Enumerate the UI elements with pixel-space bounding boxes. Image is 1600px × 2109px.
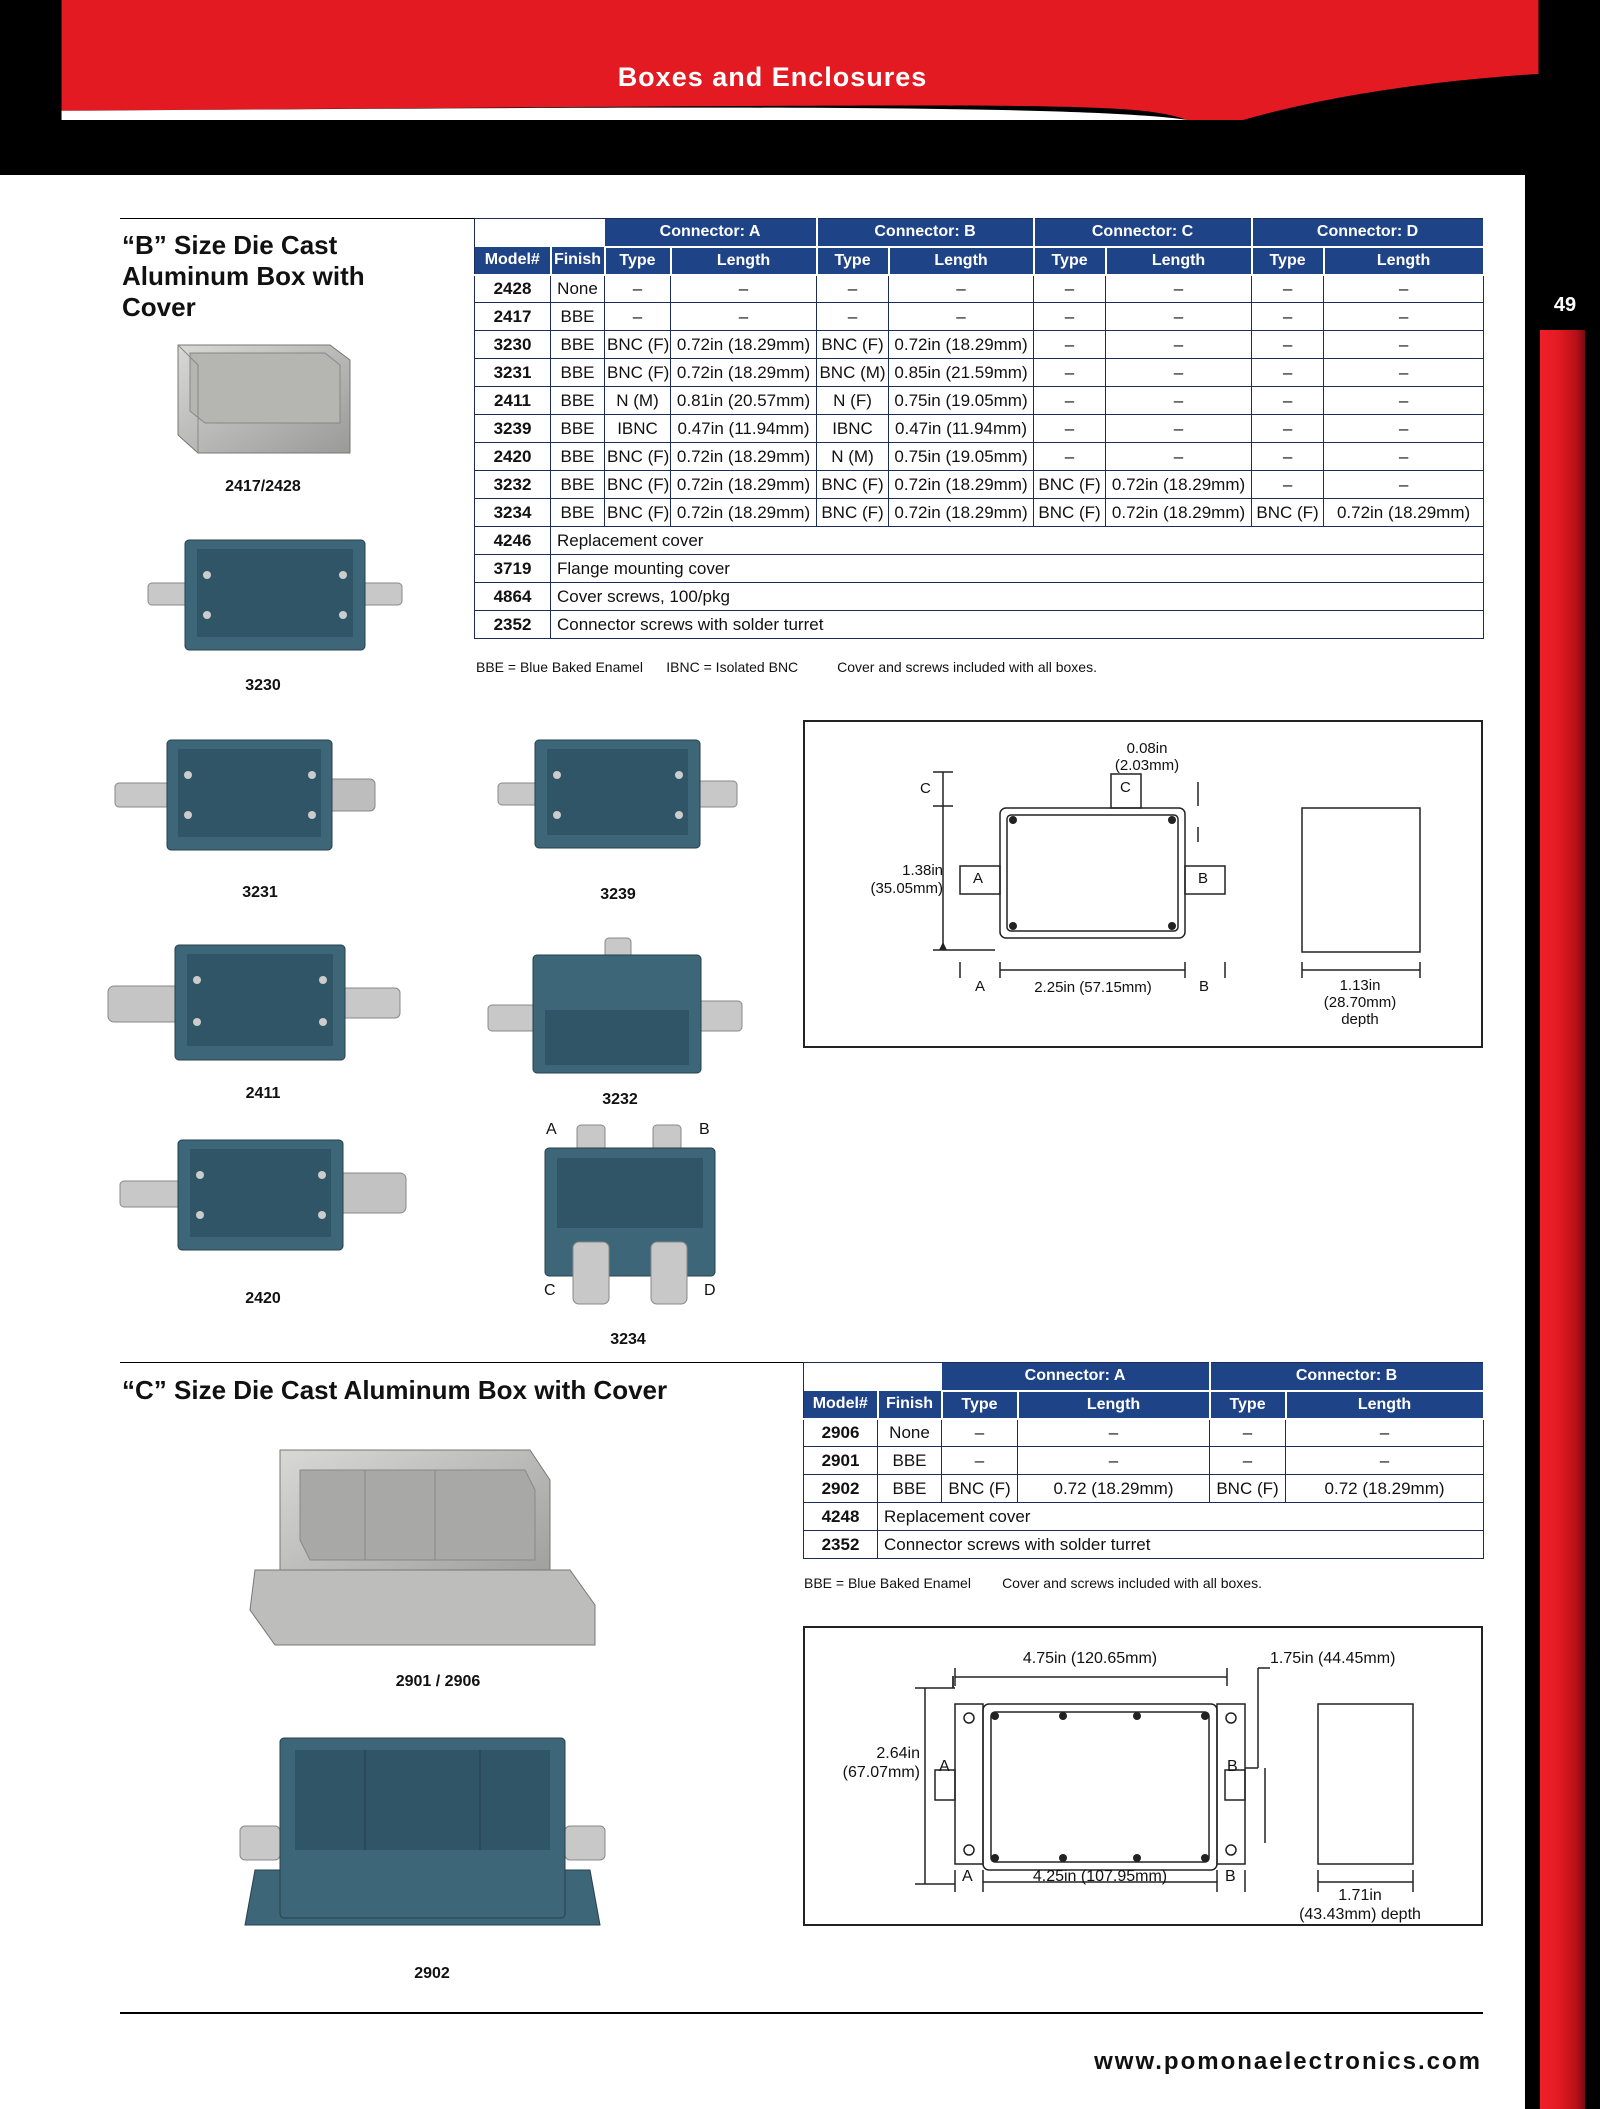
table-cell: 0.72in (18.29mm) [889,471,1034,499]
table-cell: – [1106,443,1252,471]
table-cell: – [1252,275,1324,303]
table-cell: – [1106,303,1252,331]
table-cell: – [671,303,817,331]
diagram-c-height: 2.64in (67.07mm) [842,1745,920,1781]
photo-3232 [485,935,745,1080]
caption-2901-2906: 2901 / 2906 [395,1673,481,1690]
col-header: Type [1210,1391,1286,1419]
table-b-group-d: Connector: D [1252,219,1484,247]
table-b-corner [475,219,605,247]
col-header: Length [1018,1391,1210,1419]
table-cell: – [889,303,1034,331]
table-cell: BNC (F) [1252,499,1324,527]
col-header: Type [605,247,671,275]
table-c-group-a: Connector: A [942,1363,1210,1391]
table-cell: – [1034,415,1106,443]
table-c-accessories [804,1503,1484,1559]
table-cell: 0.85in (21.59mm) [889,359,1034,387]
table-row [475,499,1484,527]
description-cell: Cover screws, 100/pkg [551,583,1484,611]
table-cell: 0.75in (19.05mm) [889,443,1034,471]
table-cell: – [1210,1419,1286,1447]
table-row [475,415,1484,443]
section-b-title-line-1: “B” Size Die Cast [122,230,338,260]
table-cell: – [1324,275,1484,303]
diagram-b-conn-a: A [973,870,984,887]
table-cell: – [942,1419,1018,1447]
table-cell: BBE [551,499,605,527]
model-cell: 2902 [804,1475,878,1503]
photo-3239 [495,735,740,855]
col-header: Model# [804,1391,878,1419]
table-cell: – [1034,331,1106,359]
caption-2411: 2411 [245,1085,281,1102]
note-cover: Cover and screws included with all boxes. [837,659,1097,675]
table-c-group-b: Connector: B [1210,1363,1484,1391]
table-cell: BNC (F) [1034,499,1106,527]
caption-3230: 3230 [245,677,281,694]
col-header: Finish [551,247,605,275]
table-cell: – [1324,303,1484,331]
table-cell: – [1324,443,1484,471]
table-cell: – [942,1447,1018,1475]
table-cell: BBE [551,387,605,415]
table-cell: IBNC [605,415,671,443]
page-number: 49 [1553,294,1577,316]
diagram-b [803,720,1483,1048]
table-row [475,387,1484,415]
table-cell: None [551,275,605,303]
table-cell: BBE [551,471,605,499]
table-cell: None [878,1419,942,1447]
diagram-c-b-dim-label: B [1225,1868,1236,1885]
table-cell: – [1106,387,1252,415]
table-cell: BNC (F) [817,499,889,527]
table-b-accessories [475,527,1484,639]
col-header: Length [1324,247,1484,275]
accessory-row [804,1503,1484,1531]
model-cell: 2428 [475,275,551,303]
model-cell: 2906 [804,1419,878,1447]
col-header: Type [1034,247,1106,275]
model-cell: 3231 [475,359,551,387]
accessory-row [475,555,1484,583]
table-c-notes [804,1575,1262,1591]
model-cell: 3230 [475,331,551,359]
photo-2417-2428 [160,335,360,465]
table-row [475,331,1484,359]
model-cell: 2417 [475,303,551,331]
photo-3230 [145,535,405,660]
section-b-rule [120,218,485,219]
table-b-group-c: Connector: C [1034,219,1252,247]
accessory-row [475,527,1484,555]
table-cell: 0.72in (18.29mm) [671,499,817,527]
table-cell: 0.47in (11.94mm) [889,415,1034,443]
table-cell: 0.72in (18.29mm) [1106,471,1252,499]
table-row [475,443,1484,471]
col-header: Type [942,1391,1018,1419]
col-header: Length [889,247,1034,275]
diagram-b-conn-b: B [1198,870,1209,887]
diagram-b-conn-c: C [1120,779,1131,796]
model-cell: 4864 [475,583,551,611]
accessory-row [475,611,1484,639]
table-cell: BBE [551,331,605,359]
table-cell: 0.72 (18.29mm) [1286,1475,1484,1503]
model-cell: 4246 [475,527,551,555]
header-band-red [0,0,1600,120]
table-cell: – [1324,415,1484,443]
spec-table-c [803,1362,1485,1559]
diagram-b-width-dim: 2.25in (57.15mm) [1034,979,1152,996]
diagram-b-c-dim-label: C [920,780,931,797]
section-b-title-line-3: Cover [122,292,196,322]
table-cell: BNC (F) [942,1475,1018,1503]
table-cell: – [1252,443,1324,471]
table-cell: BNC (F) [817,471,889,499]
table-cell: – [1252,471,1324,499]
col-header: Type [817,247,889,275]
table-cell: – [1034,275,1106,303]
table-row [475,303,1484,331]
model-cell: 3232 [475,471,551,499]
table-cell: – [1252,415,1324,443]
photo-3234-label-d: D [704,1282,716,1299]
diagram-b-cover-dim: 0.08in (2.03mm) [1114,740,1180,774]
table-cell: 0.81in (20.57mm) [671,387,817,415]
table-cell: N (F) [817,387,889,415]
table-b-body [475,275,1484,527]
accessory-row [804,1531,1484,1559]
table-cell: – [1324,387,1484,415]
description-cell: Replacement cover [878,1503,1484,1531]
table-cell: – [1324,471,1484,499]
diagram-c-a-dim-label: A [962,1868,973,1885]
model-cell: 3719 [475,555,551,583]
caption-2902: 2902 [414,1965,450,1982]
col-header: Model# [475,247,551,275]
table-cell: – [1252,303,1324,331]
table-b-group-b: Connector: B [817,219,1034,247]
photo-2902 [235,1730,610,1960]
table-row [475,471,1484,499]
table-cell: 0.72 (18.29mm) [1018,1475,1210,1503]
photo-2901-2906 [240,1440,600,1660]
note-bbe: BBE = Blue Baked Enamel [476,659,643,675]
diagram-c [803,1626,1483,1926]
table-cell: – [1324,331,1484,359]
table-row [804,1447,1484,1475]
table-cell: BNC (F) [605,443,671,471]
col-header: Type [1252,247,1324,275]
table-cell: 0.72in (18.29mm) [889,499,1034,527]
description-cell: Replacement cover [551,527,1484,555]
table-c-corner [804,1363,942,1391]
description-cell: Connector screws with solder turret [878,1531,1484,1559]
photo-3234-label-a: A [546,1121,557,1138]
table-cell: – [1018,1447,1210,1475]
table-cell: BNC (F) [605,359,671,387]
photo-3234-label-c: C [544,1282,556,1299]
table-cell: 0.72in (18.29mm) [1106,499,1252,527]
table-cell: 0.72in (18.29mm) [671,471,817,499]
photo-2420 [110,1135,410,1255]
table-cell: 0.75in (19.05mm) [889,387,1034,415]
table-cell: – [1034,359,1106,387]
table-cell: IBNC [817,415,889,443]
diagram-b-depth-dim: 1.13in (28.70mm) depth [1323,977,1397,1028]
table-cell: – [1286,1419,1484,1447]
col-header: Finish [878,1391,942,1419]
table-cell: – [1210,1447,1286,1475]
photo-2411 [105,940,405,1070]
table-cell: BBE [878,1447,942,1475]
diagram-b-height-dim: 1.38in (35.05mm) [870,862,943,897]
diagram-c-inner-width: 4.25in (107.95mm) [1032,1868,1168,1885]
table-cell: – [1106,415,1252,443]
diagram-c-conn-b: B [1227,1758,1238,1775]
photo-3231 [112,735,377,860]
spec-table-b [474,218,1485,639]
description-cell: Flange mounting cover [551,555,1484,583]
table-row [804,1475,1484,1503]
table-cell: – [1252,359,1324,387]
diagram-c-conn-a: A [939,1758,950,1775]
footer-rule [120,2012,1483,2014]
table-cell: – [1034,443,1106,471]
table-cell: – [605,275,671,303]
section-c-title: “C” Size Die Cast Aluminum Box with Cover [122,1375,668,1405]
table-row [475,275,1484,303]
table-cell: BNC (F) [605,499,671,527]
col-header: Length [1106,247,1252,275]
right-margin-red-strip [1540,330,1585,2109]
model-cell: 3234 [475,499,551,527]
model-cell: 2901 [804,1447,878,1475]
model-cell: 2352 [804,1531,878,1559]
accessory-row [475,583,1484,611]
table-cell: – [1106,275,1252,303]
table-cell: 0.72in (18.29mm) [671,331,817,359]
caption-3234: 3234 [610,1331,646,1348]
table-cell: BBE [551,359,605,387]
diagram-c-depth: 1.71in (43.43mm) depth [1299,1887,1421,1923]
table-cell: – [1034,303,1106,331]
table-cell: – [889,275,1034,303]
model-cell: 2411 [475,387,551,415]
table-cell: – [1034,387,1106,415]
table-cell: N (M) [605,387,671,415]
table-cell: 0.72in (18.29mm) [671,443,817,471]
diagram-c-top-width: 4.75in (120.65mm) [1022,1650,1158,1667]
page-header-title: Boxes and Enclosures [617,62,928,92]
note-cover: Cover and screws included with all boxes. [1002,1575,1262,1591]
note-ibnc: IBNC = Isolated BNC [666,659,799,675]
table-cell: – [1106,331,1252,359]
caption-2420: 2420 [245,1290,281,1307]
footer-url[interactable]: www.pomonaelectronics.com [1094,2048,1482,2075]
table-cell: BNC (F) [605,471,671,499]
diagram-b-b-dim-label: B [1199,978,1210,995]
note-bbe: BBE = Blue Baked Enamel [804,1575,971,1591]
table-cell: BBE [551,303,605,331]
caption-3239: 3239 [600,886,636,903]
table-row [475,359,1484,387]
table-cell: BNC (F) [817,331,889,359]
table-row [804,1419,1484,1447]
table-cell: BNC (F) [1210,1475,1286,1503]
model-cell: 4248 [804,1503,878,1531]
table-cell: BNC (F) [605,331,671,359]
table-cell: – [817,275,889,303]
table-cell: – [1286,1447,1484,1475]
table-cell: – [1106,359,1252,387]
model-cell: 3239 [475,415,551,443]
section-b-title-line-2: Aluminum Box with [122,261,365,291]
table-cell: – [1252,387,1324,415]
col-header: Length [671,247,817,275]
caption-3232: 3232 [602,1091,638,1108]
table-cell: 0.72in (18.29mm) [671,359,817,387]
table-cell: – [817,303,889,331]
col-header: Length [1286,1391,1484,1419]
table-cell: 0.47in (11.94mm) [671,415,817,443]
diagram-b-a-dim-label: A [975,978,986,995]
table-cell: BBE [551,443,605,471]
table-cell: – [1018,1419,1210,1447]
table-b-group-a: Connector: A [605,219,817,247]
description-cell: Connector screws with solder turret [551,611,1484,639]
model-cell: 2420 [475,443,551,471]
table-cell: – [1324,359,1484,387]
model-cell: 2352 [475,611,551,639]
table-cell: – [605,303,671,331]
table-cell: – [671,275,817,303]
table-cell: – [1252,331,1324,359]
table-c-body [804,1419,1484,1503]
table-b-notes [476,659,1097,675]
table-cell: BNC (M) [817,359,889,387]
section-b-title [122,230,365,323]
table-cell: 0.72in (18.29mm) [1324,499,1484,527]
table-cell: BNC (F) [1034,471,1106,499]
caption-3231: 3231 [242,884,278,901]
table-cell: BBE [878,1475,942,1503]
caption-2417-2428: 2417/2428 [225,478,301,495]
diagram-c-side-depth: 1.75in (44.45mm) [1270,1650,1396,1667]
photo-3234-label-b: B [699,1121,710,1138]
table-cell: 0.72in (18.29mm) [889,331,1034,359]
table-cell: BBE [551,415,605,443]
table-cell: N (M) [817,443,889,471]
